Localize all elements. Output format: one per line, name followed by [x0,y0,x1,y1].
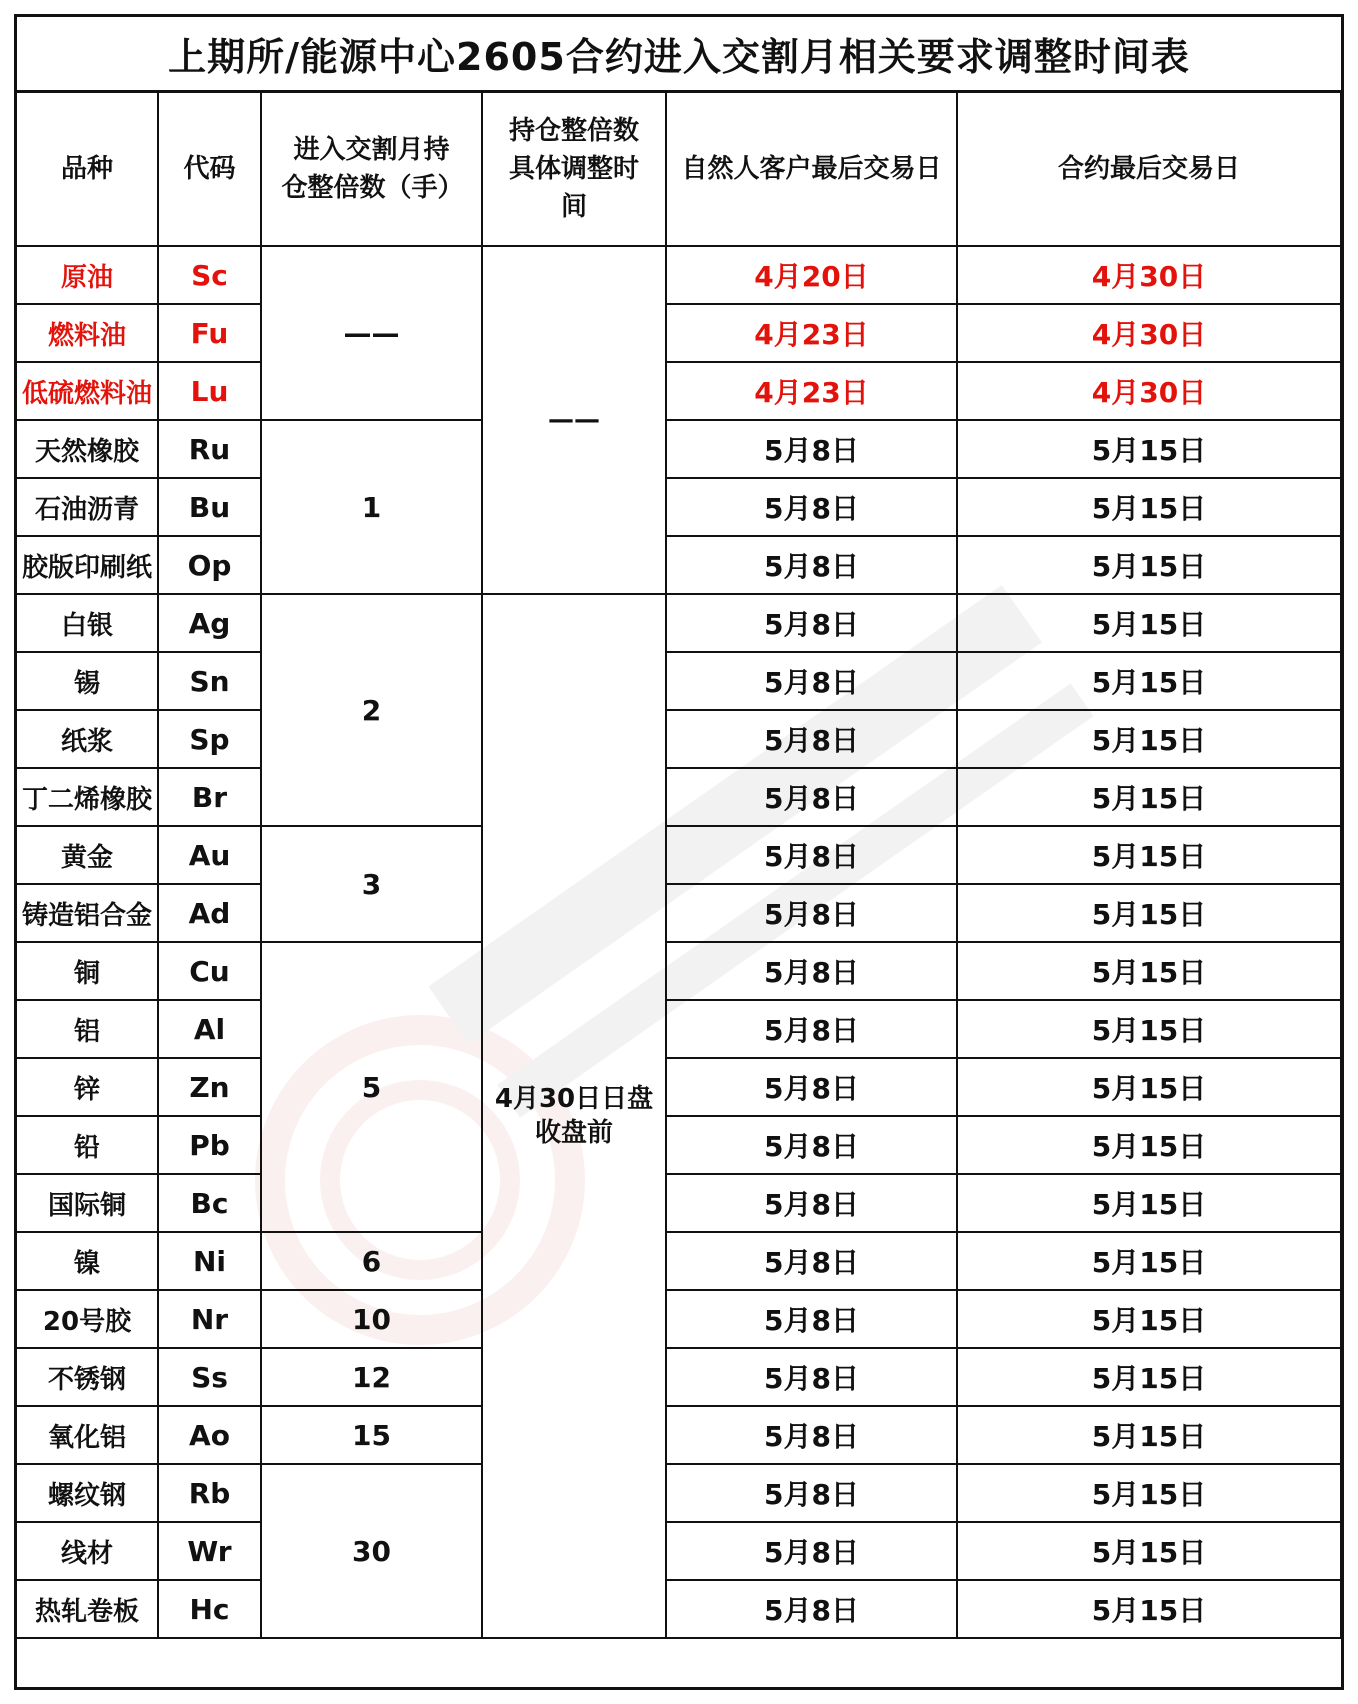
natural-last-day-cell: 4月23日 [666,304,957,362]
natural-last-day-cell: 5月8日 [666,768,957,826]
variety-cell: 螺纹钢 [17,1464,158,1522]
natural-last-day-cell: 5月8日 [666,1058,957,1116]
natural-last-day-cell: 5月8日 [666,942,957,1000]
table-row [17,710,1341,768]
natural-last-day-cell: 5月8日 [666,536,957,594]
header-natural-last-day: 自然人客户最后交易日 [666,93,957,246]
variety-cell: 白银 [17,594,158,652]
natural-last-day-cell: 5月8日 [666,1290,957,1348]
variety-cell: 铸造铝合金 [17,884,158,942]
natural-last-day-cell: 5月8日 [666,1464,957,1522]
contract-last-day-cell: 5月15日 [957,1580,1341,1638]
natural-last-day-cell: 5月8日 [666,1580,957,1638]
table-row [17,1174,1341,1232]
variety-cell: 20号胶 [17,1290,158,1348]
contract-last-day-cell: 5月15日 [957,710,1341,768]
code-cell: Ru [158,420,261,478]
natural-last-day-cell: 4月20日 [666,246,957,304]
natural-last-day-cell: 4月23日 [666,362,957,420]
variety-cell: 铅 [17,1116,158,1174]
contract-last-day-cell: 5月15日 [957,1290,1341,1348]
variety-cell: 纸浆 [17,710,158,768]
table-row [17,594,1341,652]
contract-last-day-cell: 5月15日 [957,652,1341,710]
contract-last-day-cell: 5月15日 [957,1116,1341,1174]
header-contract-last-day: 合约最后交易日 [957,93,1341,246]
table-row [17,1000,1341,1058]
natural-last-day-cell: 5月8日 [666,1000,957,1058]
code-cell: Pb [158,1116,261,1174]
multiple-cell: 6 [261,1232,482,1290]
variety-cell: 铜 [17,942,158,1000]
header-adjust-time: 持仓整倍数具体调整时间 [482,93,666,246]
code-cell: Ad [158,884,261,942]
table-row [17,1232,1341,1290]
variety-cell: 不锈钢 [17,1348,158,1406]
contract-last-day-cell: 5月15日 [957,1058,1341,1116]
variety-cell: 镍 [17,1232,158,1290]
variety-cell: 锡 [17,652,158,710]
schedule-table [17,93,1342,1639]
table-row [17,1522,1341,1580]
multiple-cell: 10 [261,1290,482,1348]
table-row [17,1348,1341,1406]
variety-cell: 丁二烯橡胶 [17,768,158,826]
natural-last-day-cell: 5月8日 [666,1232,957,1290]
multiple-cell: 12 [261,1348,482,1406]
header-row [17,93,1341,246]
table-row [17,884,1341,942]
code-cell: Al [158,1000,261,1058]
natural-last-day-cell: 5月8日 [666,1116,957,1174]
adjust-time-cell: 4月30日日盘收盘前 [482,594,666,1638]
table-row [17,1464,1341,1522]
table-row [17,536,1341,594]
contract-last-day-cell: 5月15日 [957,536,1341,594]
natural-last-day-cell: 5月8日 [666,826,957,884]
code-cell: Op [158,536,261,594]
table-row [17,1058,1341,1116]
code-cell: Fu [158,304,261,362]
variety-cell: 氧化铝 [17,1406,158,1464]
contract-last-day-cell: 5月15日 [957,942,1341,1000]
table-row [17,826,1341,884]
table-row [17,1406,1341,1464]
code-cell: Hc [158,1580,261,1638]
table-row [17,652,1341,710]
header-variety: 品种 [17,93,158,246]
natural-last-day-cell: 5月8日 [666,652,957,710]
contract-last-day-cell: 5月15日 [957,1406,1341,1464]
natural-last-day-cell: 5月8日 [666,1406,957,1464]
contract-last-day-cell: 4月30日 [957,246,1341,304]
code-cell: Bc [158,1174,261,1232]
table-row [17,768,1341,826]
header-code: 代码 [158,93,261,246]
code-cell: Au [158,826,261,884]
code-cell: Ss [158,1348,261,1406]
table-row [17,1580,1341,1638]
code-cell: Sc [158,246,261,304]
code-cell: Sp [158,710,261,768]
code-cell: Zn [158,1058,261,1116]
variety-cell: 天然橡胶 [17,420,158,478]
variety-cell: 锌 [17,1058,158,1116]
multiple-cell: 5 [261,942,482,1232]
table-row [17,942,1341,1000]
contract-last-day-cell: 5月15日 [957,1232,1341,1290]
natural-last-day-cell: 5月8日 [666,420,957,478]
natural-last-day-cell: 5月8日 [666,1174,957,1232]
header-multiple: 进入交割月持仓整倍数（手） [261,93,482,246]
variety-cell: 低硫燃料油 [17,362,158,420]
variety-cell: 石油沥青 [17,478,158,536]
natural-last-day-cell: 5月8日 [666,594,957,652]
code-cell: Ao [158,1406,261,1464]
page-title: 上期所/能源中心2605合约进入交割月相关要求调整时间表 [17,17,1341,93]
contract-last-day-cell: 5月15日 [957,1000,1341,1058]
code-cell: Br [158,768,261,826]
code-cell: Wr [158,1522,261,1580]
multiple-cell: 30 [261,1464,482,1638]
contract-last-day-cell: 5月15日 [957,1522,1341,1580]
variety-cell: 黄金 [17,826,158,884]
table-row [17,420,1341,478]
multiple-cell: 15 [261,1406,482,1464]
variety-cell: 热轧卷板 [17,1580,158,1638]
table-row [17,1116,1341,1174]
variety-cell: 燃料油 [17,304,158,362]
code-cell: Rb [158,1464,261,1522]
code-cell: Bu [158,478,261,536]
natural-last-day-cell: 5月8日 [666,1348,957,1406]
contract-last-day-cell: 5月15日 [957,420,1341,478]
table-row [17,362,1341,420]
code-cell: Lu [158,362,261,420]
multiple-cell: 3 [261,826,482,942]
contract-last-day-cell: 5月15日 [957,594,1341,652]
contract-last-day-cell: 5月15日 [957,884,1341,942]
multiple-cell: —— [261,246,482,420]
variety-cell: 原油 [17,246,158,304]
variety-cell: 国际铜 [17,1174,158,1232]
code-cell: Nr [158,1290,261,1348]
natural-last-day-cell: 5月8日 [666,1522,957,1580]
contract-last-day-cell: 5月15日 [957,1464,1341,1522]
contract-last-day-cell: 5月15日 [957,478,1341,536]
variety-cell: 胶版印刷纸 [17,536,158,594]
contract-last-day-cell: 4月30日 [957,304,1341,362]
multiple-cell: 2 [261,594,482,826]
adjust-time-cell: —— [482,246,666,594]
contract-last-day-cell: 5月15日 [957,768,1341,826]
code-cell: Cu [158,942,261,1000]
contract-last-day-cell: 5月15日 [957,1174,1341,1232]
multiple-cell: 1 [261,420,482,594]
contract-last-day-cell: 5月15日 [957,826,1341,884]
code-cell: Ni [158,1232,261,1290]
table-row [17,478,1341,536]
table-row [17,304,1341,362]
table-row [17,246,1341,304]
natural-last-day-cell: 5月8日 [666,710,957,768]
natural-last-day-cell: 5月8日 [666,884,957,942]
contract-last-day-cell: 5月15日 [957,1348,1341,1406]
natural-last-day-cell: 5月8日 [666,478,957,536]
code-cell: Sn [158,652,261,710]
table-row [17,1290,1341,1348]
variety-cell: 线材 [17,1522,158,1580]
variety-cell: 铝 [17,1000,158,1058]
contract-last-day-cell: 4月30日 [957,362,1341,420]
code-cell: Ag [158,594,261,652]
